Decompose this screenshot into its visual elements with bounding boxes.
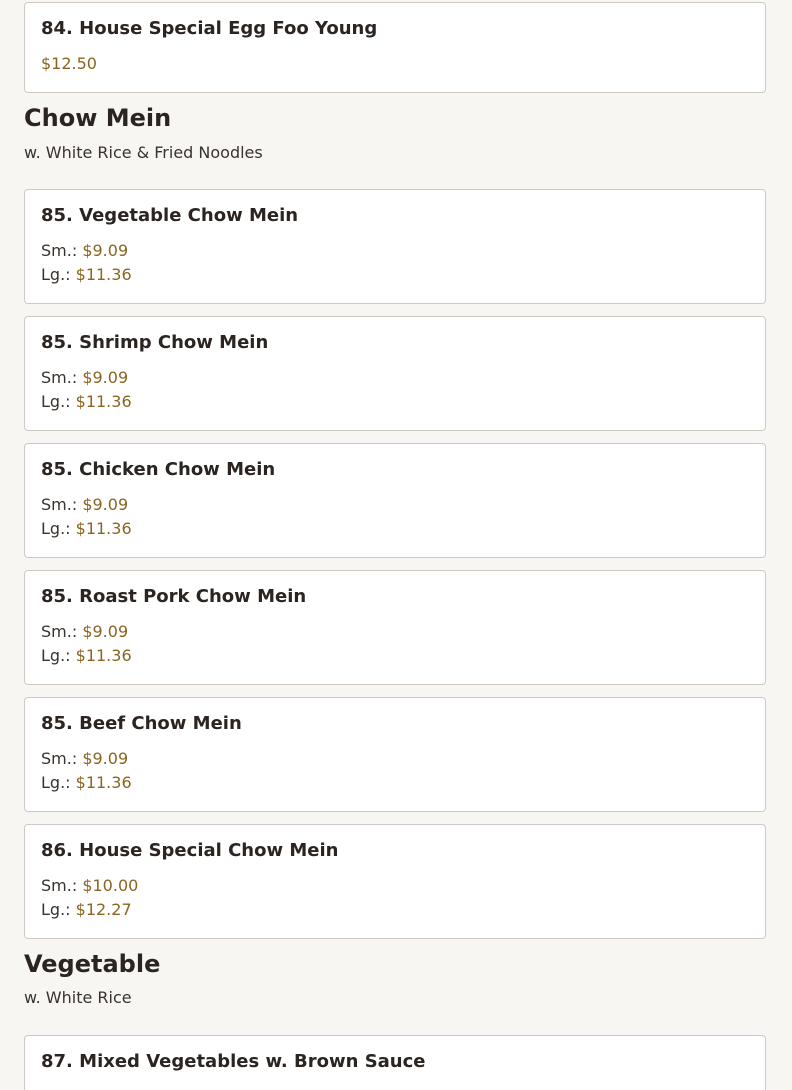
menu-item-price-row bbox=[41, 54, 97, 73]
size-label: Sm.: bbox=[41, 876, 83, 895]
small-price-row bbox=[41, 622, 128, 641]
menu-item-card[interactable] bbox=[24, 824, 766, 939]
small-price-row bbox=[41, 749, 128, 768]
menu-item-card[interactable] bbox=[24, 1035, 766, 1090]
menu-item-name: 85. Roast Pork Chow Mein bbox=[41, 586, 307, 607]
menu-item-card[interactable] bbox=[24, 697, 766, 812]
size-label: Sm.: bbox=[41, 495, 83, 514]
size-label: Lg.: bbox=[41, 773, 76, 792]
menu-item-name: 84. House Special Egg Foo Young bbox=[41, 18, 378, 39]
large-price-row bbox=[41, 392, 132, 411]
small-price: $9.09 bbox=[82, 495, 129, 514]
large-price: $11.36 bbox=[75, 519, 132, 538]
section-subtitle-chow-mein: w. White Rice & Fried Noodles bbox=[24, 143, 263, 162]
size-label: Sm.: bbox=[41, 368, 83, 387]
large-price-row bbox=[41, 519, 132, 538]
large-price: $12.27 bbox=[75, 900, 132, 919]
menu-item-card[interactable] bbox=[24, 2, 766, 93]
size-label: Lg.: bbox=[41, 265, 76, 284]
large-price-row bbox=[41, 900, 132, 919]
large-price-row bbox=[41, 646, 132, 665]
small-price: $9.09 bbox=[82, 749, 129, 768]
menu-item-name: 85. Shrimp Chow Mein bbox=[41, 332, 269, 353]
menu-item-card[interactable] bbox=[24, 443, 766, 558]
large-price: $11.36 bbox=[75, 773, 132, 792]
size-label: Lg.: bbox=[41, 646, 76, 665]
small-price: $9.09 bbox=[82, 368, 129, 387]
small-price-row bbox=[41, 876, 138, 895]
menu-item-price: $12.50 bbox=[41, 54, 97, 73]
section-title-chow-mein: Chow Mein bbox=[24, 104, 172, 132]
large-price: $11.36 bbox=[75, 392, 132, 411]
menu-item-card[interactable] bbox=[24, 570, 766, 685]
section-subtitle-vegetable: w. White Rice bbox=[24, 988, 132, 1007]
menu-item-name: 85. Chicken Chow Mein bbox=[41, 459, 276, 480]
small-price-row bbox=[41, 241, 128, 260]
small-price: $9.09 bbox=[82, 622, 129, 641]
size-label: Sm.: bbox=[41, 749, 83, 768]
size-label: Lg.: bbox=[41, 900, 76, 919]
menu-item-name: 85. Vegetable Chow Mein bbox=[41, 205, 299, 226]
menu-item-name: 86. House Special Chow Mein bbox=[41, 840, 339, 861]
large-price: $11.36 bbox=[75, 646, 132, 665]
small-price-row bbox=[41, 368, 128, 387]
size-label: Sm.: bbox=[41, 622, 83, 641]
size-label: Lg.: bbox=[41, 519, 76, 538]
large-price-row bbox=[41, 265, 132, 284]
menu-item-name: 87. Mixed Vegetables w. Brown Sauce bbox=[41, 1051, 426, 1072]
small-price: $9.09 bbox=[82, 241, 129, 260]
size-label: Sm.: bbox=[41, 241, 83, 260]
menu-item-card[interactable] bbox=[24, 189, 766, 304]
large-price-row bbox=[41, 773, 132, 792]
menu-item-card[interactable] bbox=[24, 316, 766, 431]
menu-item-name: 85. Beef Chow Mein bbox=[41, 713, 242, 734]
small-price-row bbox=[41, 495, 128, 514]
small-price: $10.00 bbox=[82, 876, 139, 895]
section-title-vegetable: Vegetable bbox=[24, 950, 161, 978]
size-label: Lg.: bbox=[41, 392, 76, 411]
large-price: $11.36 bbox=[75, 265, 132, 284]
